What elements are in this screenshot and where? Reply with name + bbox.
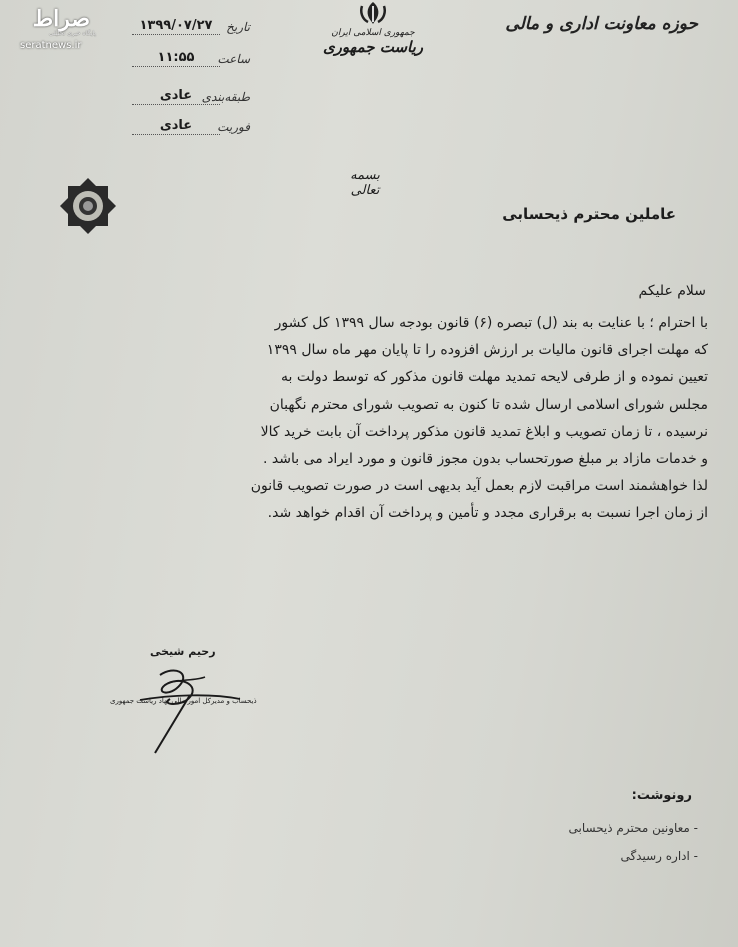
body-line: که مهلت اجرای قانون مالیات بر ارزش افزوده را تا پایان مهر ماه سال ۱۳۹۹ (266, 342, 708, 359)
signer-title: ذیحساب و مدیرکل امور مالی نهاد ریاست جمهوری (110, 697, 257, 705)
seal-icon (58, 176, 118, 236)
body-line: از زمان اجرا نسبت به برقراری مجدد و تأمین و پرداخت آن اقدام خواهد شد. (267, 505, 708, 522)
meta-priority (90, 118, 250, 140)
cc-item: - معاونین محترم ذیحسابی (568, 821, 698, 835)
body-line: لذا خواهشمند است مراقبت لازم بعمل آید بدیهی است در صورت تصویب قانون (250, 478, 708, 495)
meta-classification-label: طبقه‌بندی (201, 90, 250, 104)
body-line: تعیین نموده و از طرفی لایحه تمدید مهلت قانون مذکور که توسط دولت به (281, 369, 708, 386)
addressee: عاملین محترم ذیحسابی (502, 205, 676, 223)
emblem-country: جمهوری اسلامی ایران (331, 28, 415, 38)
meta-time (90, 50, 250, 72)
watermark-tagline: پایگاه خبری تحلیلی (48, 30, 96, 37)
emblem-icon (356, 0, 390, 26)
letter-body (43, 310, 708, 528)
emblem-office: ریاست جمهوری (322, 38, 424, 56)
watermark-logo: صراط (32, 6, 90, 32)
greeting: سلام علیکم (638, 283, 706, 299)
meta-date-label: تاریخ (226, 20, 250, 34)
signer-name: رحیم شیخی (150, 645, 216, 658)
meta-date-value: ۱۳۹۹/۰۷/۲۷ (132, 18, 220, 35)
meta-classification-value: عادی (132, 88, 220, 105)
department-title: حوزه معاونت اداری و مالی (505, 14, 698, 34)
bismillah: بسمه تعالی (350, 168, 380, 198)
cc-item: - اداره رسیدگی (620, 849, 698, 863)
body-line: مجلس شورای اسلامی ارسال شده تا کنون به تصویب شورای محترم نگهبان (269, 396, 708, 413)
meta-date (90, 18, 250, 40)
body-line: با احترام ؛ با عنایت به بند (ل) تبصره (۶) قانون بودجه سال ۱۳۹۹ کل کشور (274, 315, 708, 331)
cc-label: رونوشت: (631, 788, 692, 803)
body-line: نرسیده ، تا زمان تصویب و ابلاغ تمدید قانون مذکور پرداخت آن بابت خرید کالا (260, 423, 708, 440)
signature-scrawl (120, 655, 250, 755)
meta-priority-value: عادی (132, 118, 220, 135)
body-line: و خدمات مازاد بر مبلغ صورتحساب بدون مجوز قانون و مورد ایراد می باشد . (262, 451, 708, 468)
watermark-site: seratnews.ir (20, 40, 82, 51)
emblem-block (318, 0, 428, 80)
meta-time-label: ساعت (217, 52, 250, 66)
signature-block (110, 645, 280, 755)
meta-time-value: ۱۱:۵۵ (132, 50, 220, 67)
meta-classification (90, 88, 250, 110)
meta-priority-label: فوریت (217, 120, 250, 134)
